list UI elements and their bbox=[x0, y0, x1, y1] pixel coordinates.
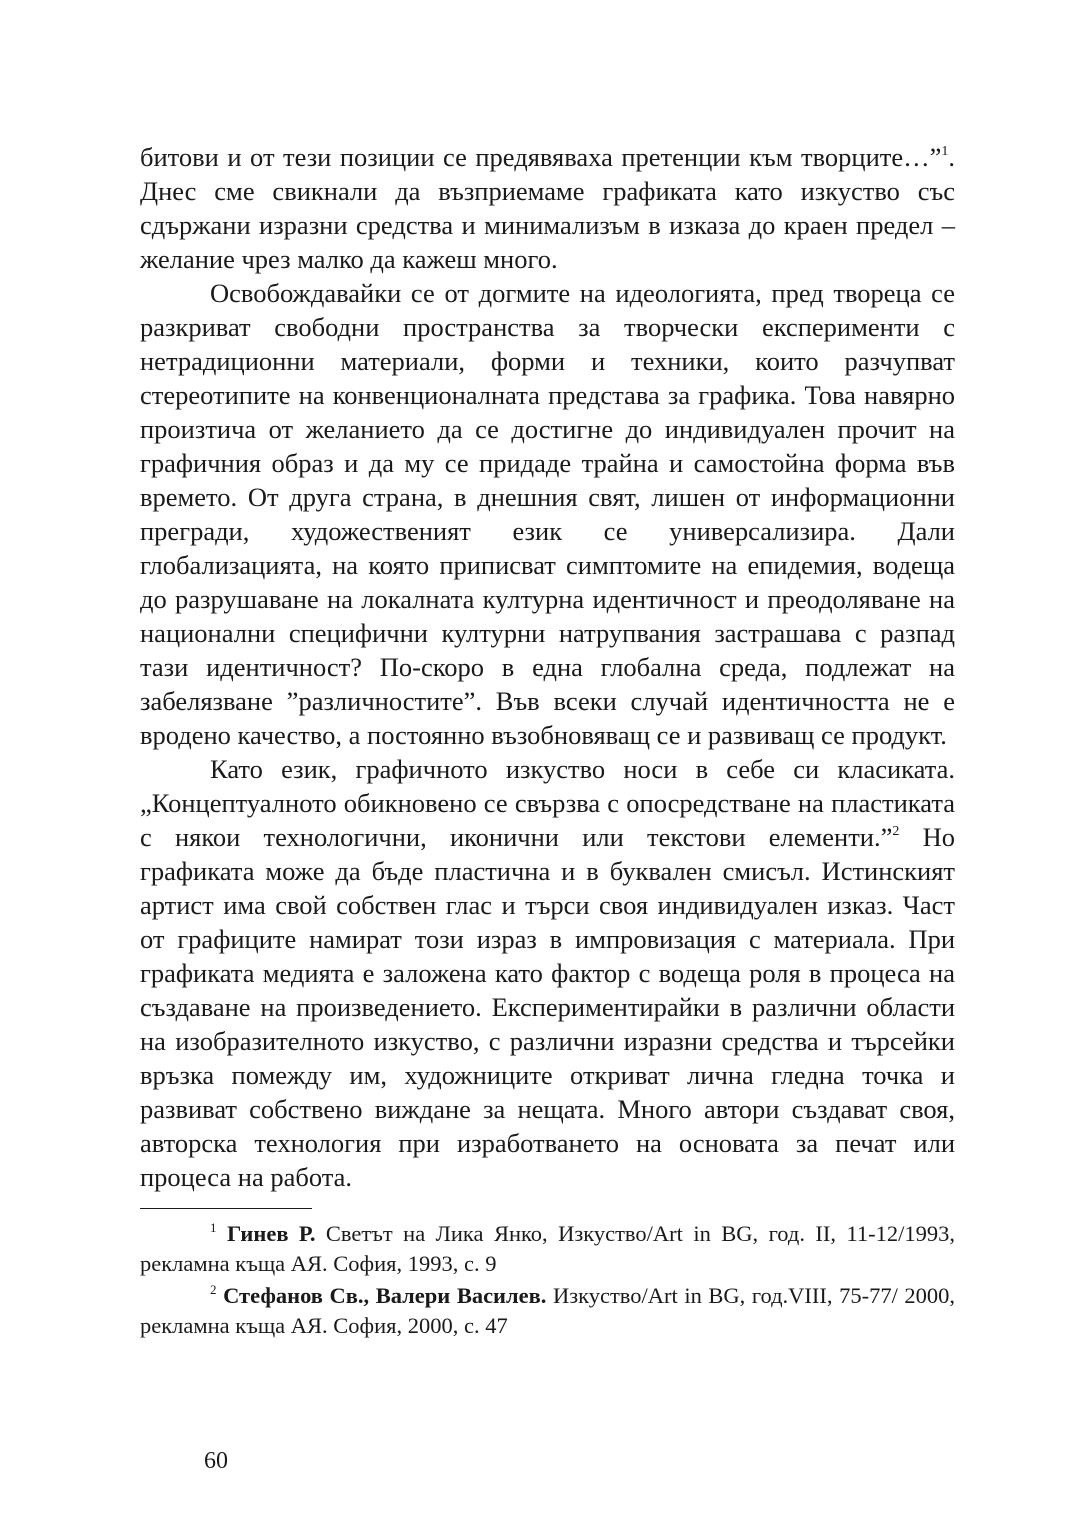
footnote-ref-2[interactable]: 2 bbox=[892, 824, 900, 839]
footnote-2-text: Изкуство/Art in BG, год.VIII, 75-77/ 2000, рекламна къща АЯ. София, 2000, с. 47 bbox=[140, 1283, 955, 1338]
paragraph-1 bbox=[140, 140, 955, 276]
footnote-1-author: Гинев Р. bbox=[226, 1221, 316, 1246]
paragraph-1-text-b: . Днес сме свикнали да възприемаме графиката като изкуство със сдържани изразни средства и минимализъм в изказа до краен предел – желание чрез малко да кажеш много. bbox=[140, 142, 955, 274]
paragraph-2: Освобождавайки се от догмите на идеологията, пред твореца се разкриват свободни пространства за творчески експерименти с нетрадиционни материали, форми и техники, които разчупват стереотипите на конвенционалната представа за графика. Това навярно произтича от желанието да се достигне до индивидуален прочит на графичния образ и да му се придаде трайна и самостойна форма във времето. От друга страна, в днешния свят, лишен от информационни прегради, художественият език се универсализира. Дали глобализацията, на която приписват симптомите на епидемия, водеща до разрушаване на локалната културна идентичност и преодоляване на национални специфични културни натрупвания застрашава с разпад тази идентичност? По-скоро в една глобална среда, подлежат на забелязване ”различностите”. Във всеки случай идентичността не е вродено качество, а постоянно възобновяващ се и развиващ се продукт. bbox=[140, 278, 955, 750]
footnote-ref-1[interactable]: 1 bbox=[941, 144, 949, 159]
footnote-1-text: Светът на Лика Янко, Изкуство/Art in BG, год. II, 11-12/1993, рекламна къща АЯ. София, 1993, с. 9 bbox=[140, 1221, 955, 1276]
footnote-2-number: 2 bbox=[210, 1282, 217, 1297]
footnote-2 bbox=[140, 1281, 955, 1341]
page-content bbox=[140, 140, 955, 1341]
page-number: 60 bbox=[204, 1448, 228, 1474]
paragraph-3-text-a: Като език, графичното изкуство носи в себе си класиката. „Концептуалното обикновено се свързва с опосредстване на пластиката с някои технологични, иконични или текстови елементи.” bbox=[140, 754, 955, 852]
paragraph-3-text-b: Но графиката може да бъде пластична и в буквален смисъл. Истинският артист има свой собствен глас и търси своя индивидуален изказ. Част от графиците намират този израз в импровизация с материала. При графиката медията е заложена като фактор с водеща роля в процеса на създаване на произведението. Експериментирайки в различни области на изобразителното изкуство, с различни изразни средства и търсейки връзка помежду им, художниците откриват лична гледна точка и развиват собствено виждане за нещата. Много автори създават своя, авторска технология при изработването на основата за печат или процеса на работа. bbox=[140, 822, 955, 1192]
footnote-separator bbox=[140, 1208, 312, 1209]
paragraph-1-text-a: битови и от тези позиции се предявяваха претенции към творците…” bbox=[140, 142, 942, 172]
paragraph-3 bbox=[140, 752, 955, 1194]
footnote-2-author: Стефанов Св., Валери Василев. bbox=[223, 1283, 547, 1308]
footnote-1 bbox=[140, 1219, 955, 1279]
footnote-1-number: 1 bbox=[210, 1220, 217, 1235]
